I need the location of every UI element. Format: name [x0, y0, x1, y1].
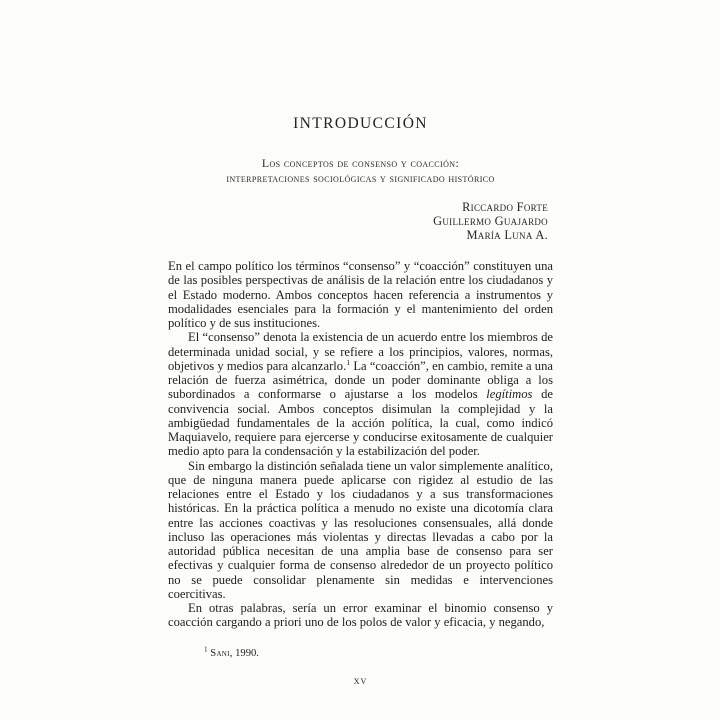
- body-text: [168, 259, 553, 630]
- subtitle-line-2: interpretaciones sociológicas y significado histórico: [226, 170, 495, 185]
- author-name: Guillermo Guajardo: [433, 214, 548, 229]
- paragraph-text: La “coacción”, en cambio, remite a una relación de fuerza asimétrica, donde un poder dominante obliga a los subordinados a conformarse o ajustarse a los modelos: [168, 358, 553, 402]
- body-paragraph: [168, 259, 553, 330]
- body-paragraph: [168, 330, 553, 458]
- footnote-reference: 1: [346, 357, 351, 367]
- paragraph-text: El “consenso” denota la existencia de un acuerdo entre los miembros de determinada unidad social, y se refiere a los principios, valores, normas, objetivos y medios para alcanzarlo.: [168, 330, 553, 373]
- paragraph-text: Sin embargo la distinción señalada tiene un valor simplemente analítico, que de ninguna manera puede aplicarse con rigidez al estudio de las relaciones entre el Estado y los ciudadanos y a sus transformaciones históricas. En la práctica política a menudo no existe una dicotomía clara entre las acciones coactivas y las resoluciones consensuales, allá donde incluso las operaciones más violentas y directas llevadas a cabo por la autoridad pública necesitan de una amplia base de consenso para ser efectivas y cualquier forma de consenso alrededor de un proyecto político no se puede consolidar plenamente sin medidas e intervenciones coercitivas.: [168, 458, 553, 601]
- footnote-marker: 1: [204, 645, 208, 654]
- paragraph-text: de convivencia social. Ambos conceptos disimulan la complejidad y la ambigüedad fundamentales de la acción política, la cual, como indicó Maquiavelo, requiere para ejercerse y conducirse exitosamente de cualquier medio apto para la condensación y la estabilización del poder.: [168, 387, 553, 459]
- footnote-author: Sani: [210, 648, 230, 659]
- footnote: [168, 645, 553, 660]
- page-number: xv: [353, 675, 368, 687]
- chapter-subtitle: [148, 156, 573, 185]
- author-name: Riccardo Forte: [462, 200, 548, 214]
- page-title: INTRODUCCIÓN: [293, 115, 428, 132]
- footnote-text: , 1990.: [229, 648, 259, 659]
- author-name: María Luna A.: [466, 228, 548, 243]
- paragraph-text-italic: legítimos: [486, 387, 533, 402]
- subtitle-line-1: Los conceptos de consenso y coacción:: [261, 156, 460, 170]
- body-paragraph: [168, 601, 553, 630]
- author-list: [168, 200, 548, 243]
- paragraph-text: En el campo político los términos “consenso” y “coacción” constituyen una de las posibles perspectivas de análisis de la relación entre los ciudadanos y el Estado moderno. Ambos conceptos hacen referencia a instrumentos y modalidades esenciales para la formación y el mantenimiento del orden político y de sus instituciones.: [168, 259, 553, 330]
- body-paragraph: [168, 459, 553, 602]
- paragraph-text: En otras palabras, sería un error examinar el binomio consenso y coacción cargando a priori uno de los polos de valor y eficacia, y negando,: [168, 601, 553, 630]
